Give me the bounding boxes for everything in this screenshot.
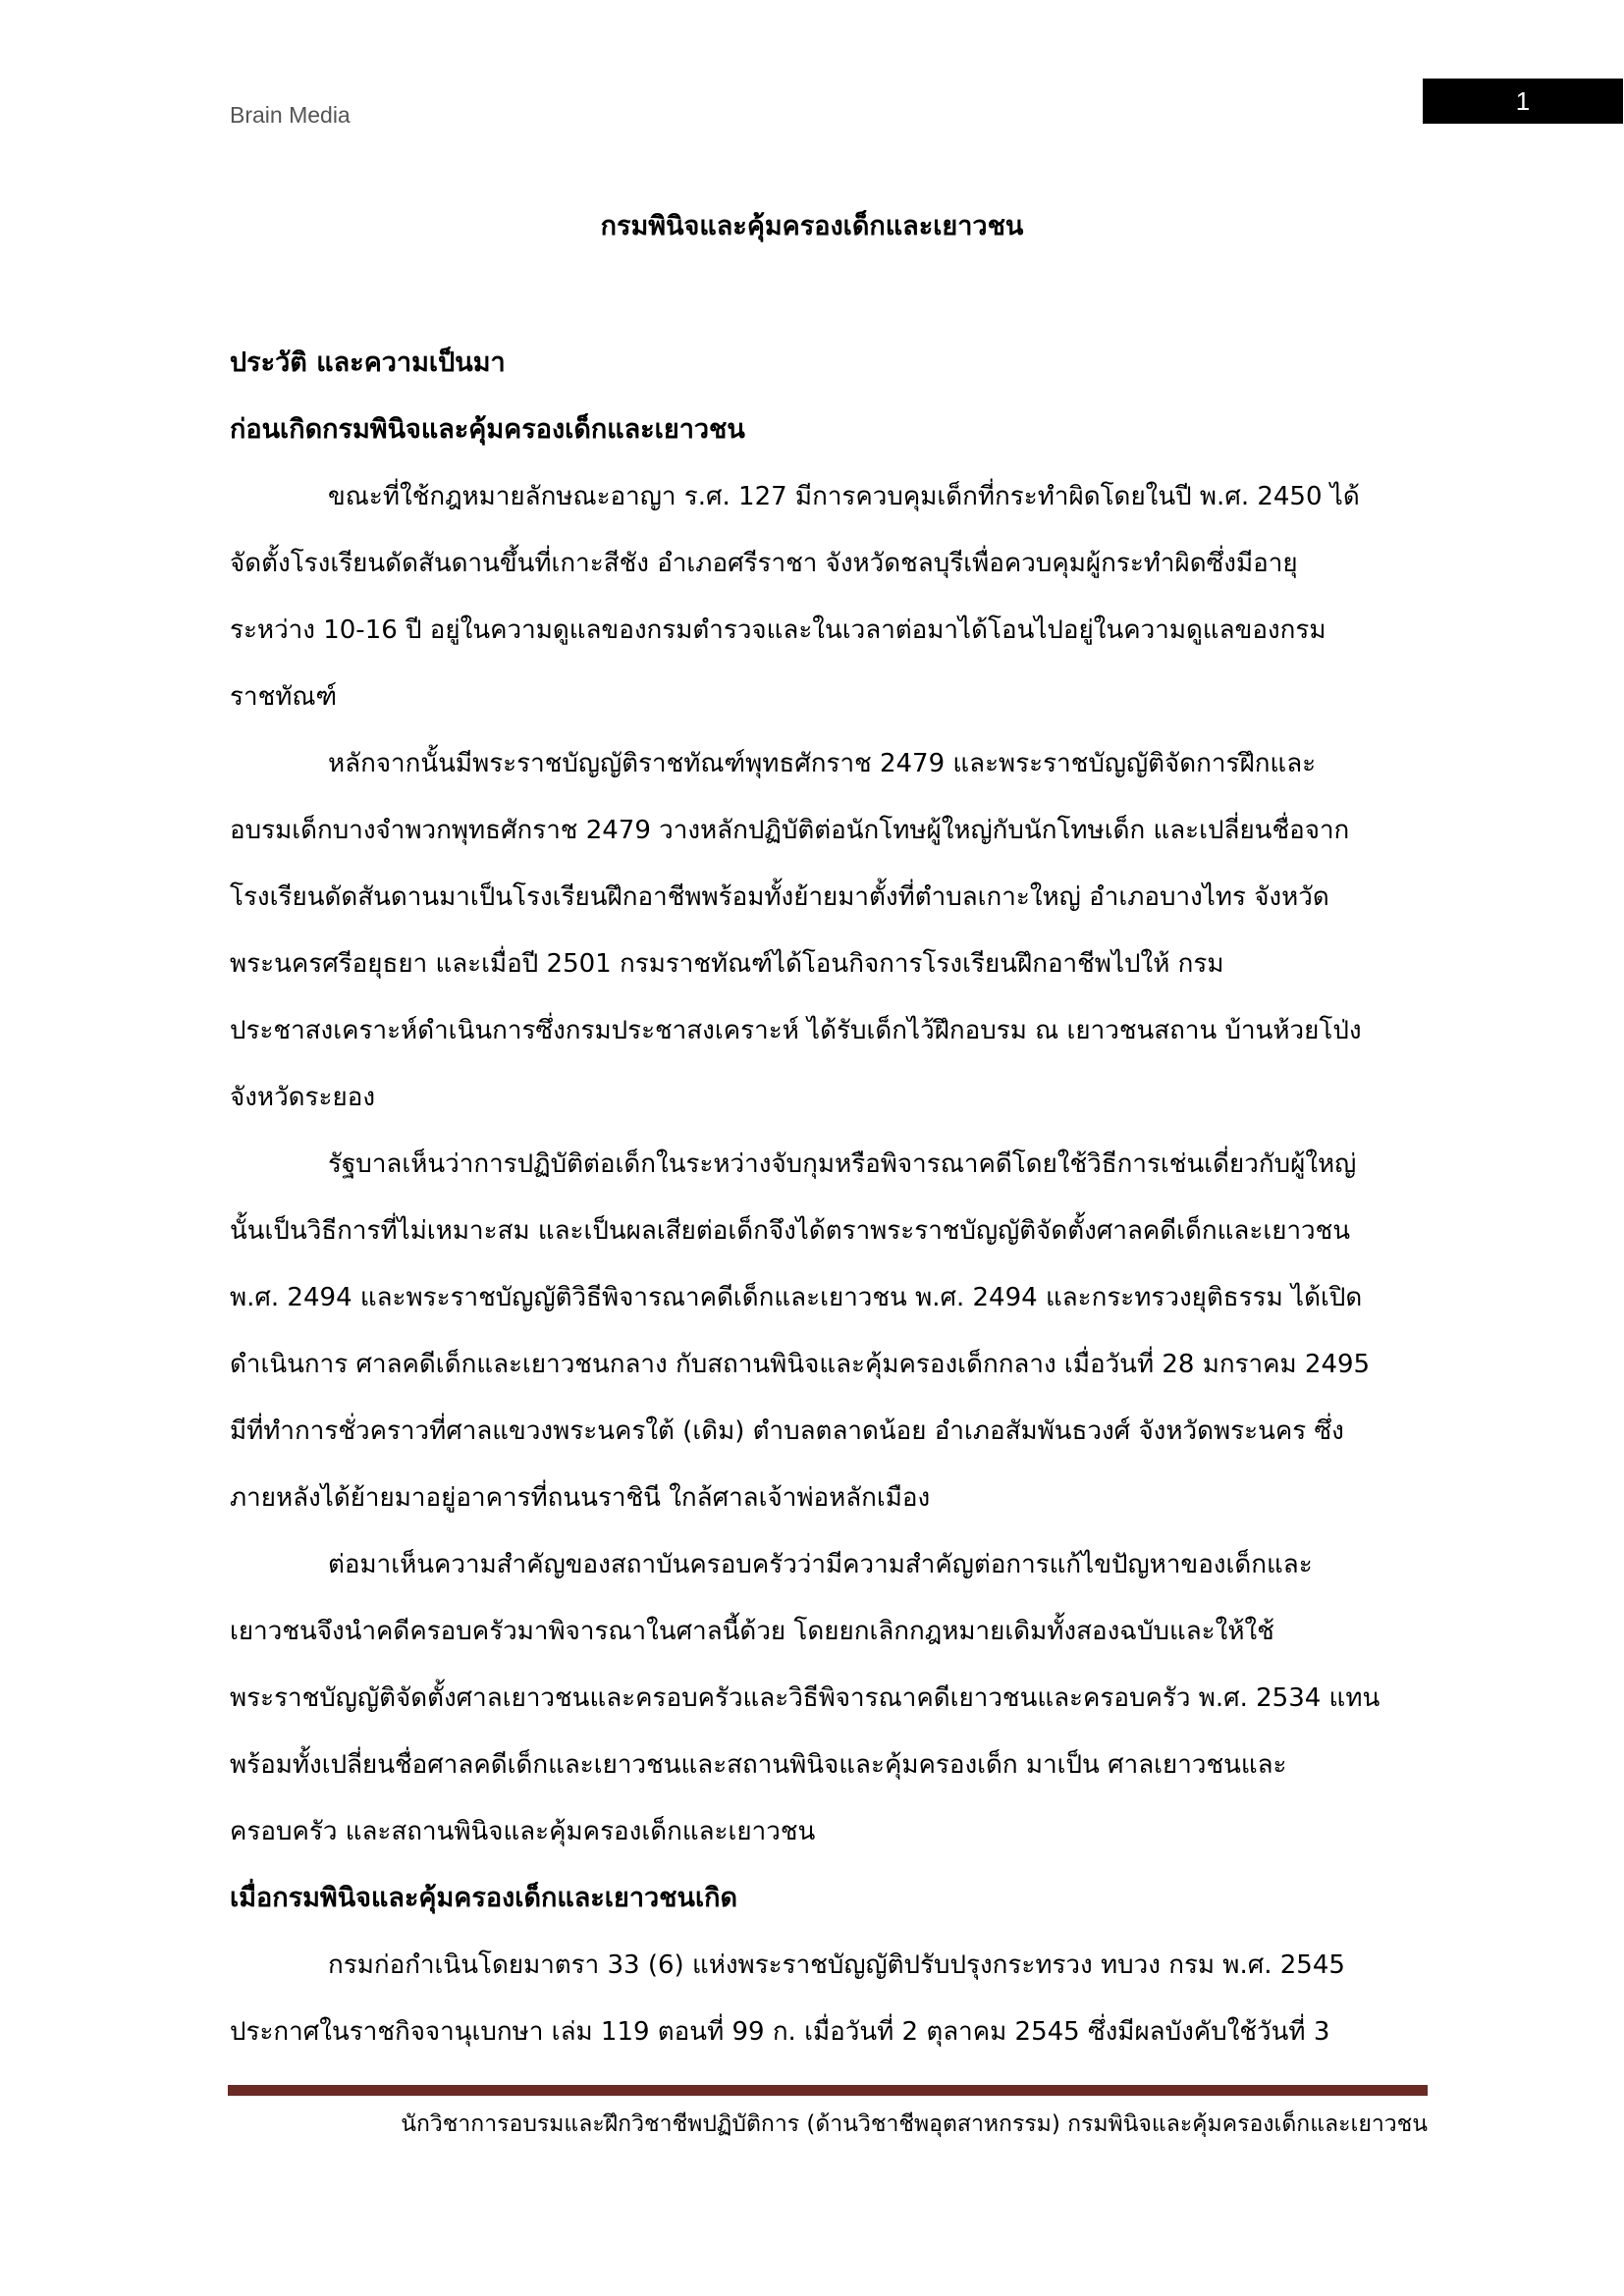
paragraph-line: ภายหลังได้ย้ายมาอยู่อาคารที่ถนนราชินี ใกล้ศาลเจ้าพ่อหลักเมือง: [230, 1483, 931, 1513]
footer-divider: [228, 2085, 1428, 2096]
paragraph-line: ครอบครัว และสถานพินิจและคุ้มครองเด็กและเยาวชน: [230, 1817, 816, 1846]
paragraph-line: ดำเนินการ ศาลคดีเด็กและเยาวชนกลาง กับสถานพินิจและคุ้มครองเด็กกลาง เมื่อวันที่ 28 มกราคม 2495: [230, 1350, 1371, 1379]
page-title: กรมพินิจและคุ้มครองเด็กและเยาวชน: [600, 211, 1024, 241]
paragraph-line: หลักจากนั้นมีพระราชบัญญัติราชทัณฑ์พุทธศักราช 2479 และพระราชบัญญัติจัดการฝึกและ: [328, 749, 1317, 778]
paragraph-line: มีที่ทำการชั่วคราวที่ศาลแขวงพระนครใต้ (เดิม) ตำบลตลาดน้อย อำเภอสัมพันธวงศ์ จังหวัดพระนคร ซึ่ง: [230, 1416, 1344, 1446]
paragraph-line: ต่อมาเห็นความสำคัญของสถาบันครอบครัวว่ามีความสำคัญต่อการแก้ไขปัญหาของเด็กและ: [328, 1550, 1313, 1579]
paragraph-line: พระราชบัญญัติจัดตั้งศาลเยาวชนและครอบครัวและวิธีพิจารณาคดีเยาวชนและครอบครัว พ.ศ. 2534 แทน: [230, 1683, 1380, 1713]
page-number-badge: 1: [1423, 79, 1623, 124]
paragraph-line: ประชาสงเคราะห์ดำเนินการซึ่งกรมประชาสงเคราะห์ ได้รับเด็กไว้ฝึกอบรม ณ เยาวชนสถาน บ้านห้วยโป่ง: [230, 1016, 1362, 1045]
section-heading-before: ก่อนเกิดกรมพินิจและคุ้มครองเด็กและเยาวชน: [230, 414, 745, 445]
paragraph-3: [230, 1131, 1433, 1531]
paragraph-1: [230, 463, 1433, 730]
paragraph-line: ระหว่าง 10-16 ปี อยู่ในความดูแลของกรมตำรวจและในเวลาต่อมาได้โอนไปอยู่ในความดูแลของกรม: [230, 615, 1326, 645]
paragraph-line: โรงเรียนดัดสันดานมาเป็นโรงเรียนฝึกอาชีพพร้อมทั้งย้ายมาตั้งที่ตำบลเกาะใหญ่ อำเภอบางไทร จังหวัด: [230, 882, 1329, 912]
paragraph-line: จังหวัดระยอง: [230, 1083, 376, 1112]
paragraph-line: ประกาศในราชกิจจานุเบกษา เล่ม 119 ตอนที่ 99 ก. เมื่อวันที่ 2 ตุลาคม 2545 ซึ่งมีผลบังคับใช้วันที่ 3: [230, 2017, 1330, 2047]
paragraph-line: พ.ศ. 2494 และพระราชบัญญัติวิธีพิจารณาคดีเด็กและเยาวชน พ.ศ. 2494 และกระทรวงยุติธรรม ได้เปิด: [230, 1283, 1363, 1312]
header-brand: Brain Media: [230, 102, 351, 128]
paragraph-4: [230, 1531, 1433, 1865]
section-heading-after: เมื่อกรมพินิจและคุ้มครองเด็กและเยาวชนเกิด: [230, 1883, 738, 1913]
paragraph-line: ราชทัณฑ์: [230, 682, 338, 712]
paragraph-line: พร้อมทั้งเปลี่ยนชื่อศาลคดีเด็กและเยาวชนและสถานพินิจและคุ้มครองเด็ก มาเป็น ศาลเยาวชนและ: [230, 1750, 1287, 1780]
paragraph-line: รัฐบาลเห็นว่าการปฏิบัติต่อเด็กในระหว่างจับกุมหรือพิจารณาคดีโดยใช้วิธีการเช่นเดี่ยวกับผู้ใหญ่: [328, 1149, 1357, 1179]
paragraph-line: จัดตั้งโรงเรียนดัดสันดานขึ้นที่เกาะสีชัง อำเภอศรีราชา จังหวัดชลบุรีเพื่อควบคุมผู้กระทำผิดซึ่งมีอายุ: [230, 549, 1298, 578]
paragraph-line: ขณะที่ใช้กฎหมายลักษณะอาญา ร.ศ. 127 มีการควบคุมเด็กที่กระทำผิดโดยในปี พ.ศ. 2450 ได้: [328, 482, 1360, 511]
paragraph-line: นั้นเป็นวิธีการที่ไม่เหมาะสม และเป็นผลเสียต่อเด็กจึงได้ตราพระราชบัญญัติจัดตั้งศาลคดีเด็กและเยาวชน: [230, 1216, 1351, 1246]
paragraph-line: พระนครศรีอยุธยา และเมื่อปี 2501 กรมราชทัณฑ์ได้โอนกิจการโรงเรียนฝึกอาชีพไปให้ กรม: [230, 949, 1224, 979]
paragraph-5: [230, 1932, 1433, 2065]
paragraph-line: อบรมเด็กบางจำพวกพุทธศักราช 2479 วางหลักปฏิบัติต่อนักโทษผู้ใหญ่กับนักโทษเด็ก และเปลี่ยนชื่อจาก: [230, 816, 1350, 845]
paragraph-line: เยาวชนจึงนำคดีครอบครัวมาพิจารณาในศาลนี้ด้วย โดยยกเลิกกฎหมายเดิมทั้งสองฉบับและให้ใช้: [230, 1617, 1274, 1646]
paragraph-2: [230, 730, 1433, 1131]
section-heading-history: ประวัติ และความเป็นมา: [230, 347, 506, 378]
paragraph-line: กรมก่อกำเนินโดยมาตรา 33 (6) แห่งพระราชบัญญัติปรับปรุงกระทรวง ทบวง กรม พ.ศ. 2545: [328, 1950, 1345, 1980]
footer-text: นักวิชาการอบรมและฝึกวิชาชีพปฏิบัติการ (ด้านวิชาชีพอุตสาหกรรม) กรมพินิจและคุ้มครองเด็กและเยาวชน: [401, 2111, 1428, 2137]
document-body: [230, 330, 1433, 2065]
